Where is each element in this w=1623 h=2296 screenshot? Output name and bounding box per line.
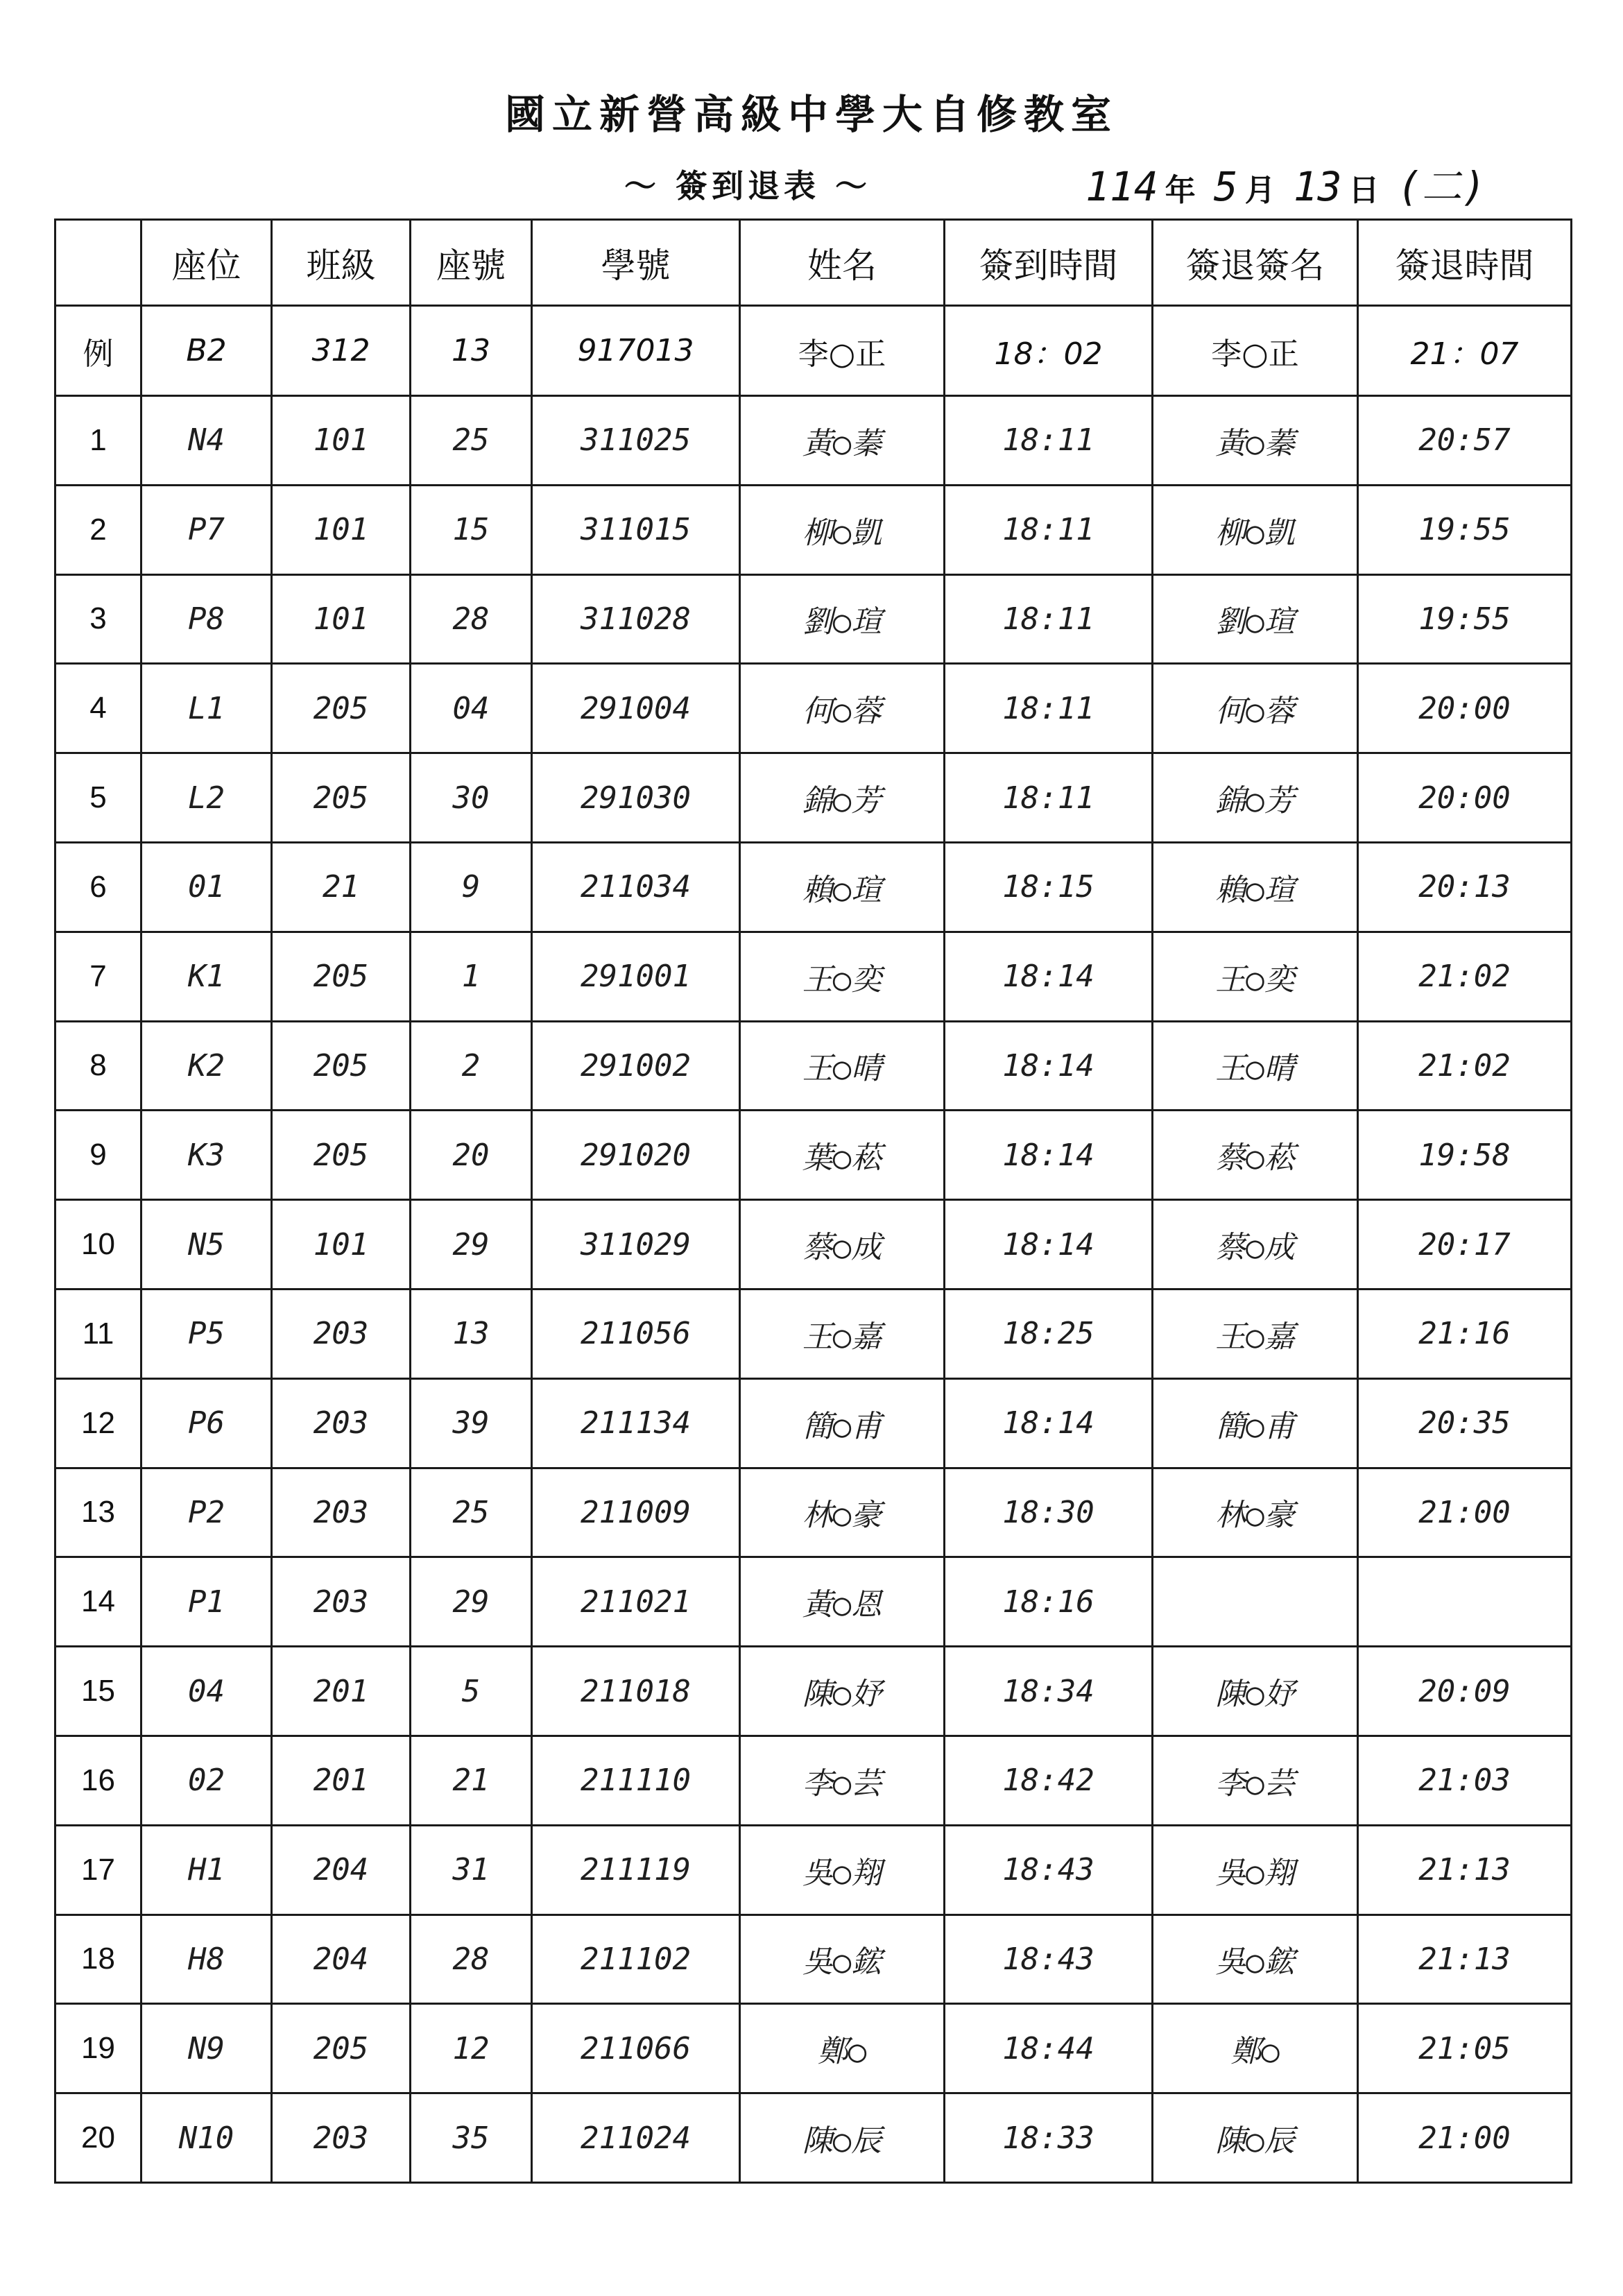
row-seat: K1	[141, 932, 272, 1021]
header-checkout-sign: 簽退簽名	[1153, 220, 1358, 306]
row-checkout-time: 19:55	[1358, 574, 1572, 664]
row-index: 11	[55, 1289, 141, 1378]
row-name: 葉○菘	[740, 1111, 945, 1200]
row-student-id: 311028	[532, 574, 740, 664]
table-row	[55, 1825, 1572, 1914]
date-day-label: 日	[1348, 173, 1380, 208]
row-seat-no: 04	[411, 664, 532, 753]
row-student-id: 311029	[532, 1200, 740, 1290]
row-checkout-time: 20:13	[1358, 842, 1572, 932]
row-seat: H8	[141, 1914, 272, 2004]
row-student-id: 211110	[532, 1736, 740, 1825]
table-row	[55, 485, 1572, 574]
row-index: 8	[55, 1021, 141, 1111]
row-class: 101	[272, 1200, 411, 1290]
row-seat-no: 13	[411, 1289, 532, 1378]
row-index: 9	[55, 1111, 141, 1200]
row-student-id: 291020	[532, 1111, 740, 1200]
header-class: 班級	[272, 220, 411, 306]
row-checkout-time: 21:13	[1358, 1914, 1572, 2004]
row-seat: N10	[141, 2093, 272, 2183]
row-checkout-sign: 王○晴	[1153, 1021, 1358, 1111]
row-checkout-time	[1358, 1557, 1572, 1647]
row-checkout-time: 21:13	[1358, 1825, 1572, 1914]
row-name: 王○嘉	[740, 1289, 945, 1378]
table-row	[55, 1557, 1572, 1647]
row-name: 錦○芳	[740, 753, 945, 843]
row-checkin-time: 18:11	[945, 753, 1153, 843]
row-seat-no: 9	[411, 842, 532, 932]
row-checkout-time: 21:00	[1358, 2093, 1572, 2183]
row-seat: L2	[141, 753, 272, 843]
table-row	[55, 2004, 1572, 2093]
row-class: 101	[272, 396, 411, 486]
row-seat-no: 20	[411, 1111, 532, 1200]
example-student-id: 917013	[532, 306, 740, 396]
row-name: 蔡○成	[740, 1200, 945, 1290]
row-checkout-time: 21:05	[1358, 2004, 1572, 2093]
row-index: 7	[55, 932, 141, 1021]
row-name: 黃○蓁	[740, 396, 945, 486]
row-checkin-time: 18:25	[945, 1289, 1153, 1378]
row-checkout-sign: 李○芸	[1153, 1736, 1358, 1825]
row-student-id: 311015	[532, 485, 740, 574]
row-checkout-time: 21:02	[1358, 932, 1572, 1021]
table-row	[55, 1736, 1572, 1825]
row-class: 204	[272, 1825, 411, 1914]
row-seat-no: 25	[411, 396, 532, 486]
example-checkin: 18：02	[945, 306, 1153, 396]
table-row	[55, 396, 1572, 486]
row-student-id: 211134	[532, 1378, 740, 1468]
row-seat-no: 12	[411, 2004, 532, 2093]
table-row	[55, 1111, 1572, 1200]
row-student-id: 211024	[532, 2093, 740, 2183]
row-checkin-time: 18:14	[945, 1111, 1153, 1200]
row-class: 203	[272, 1289, 411, 1378]
row-checkout-time: 21:02	[1358, 1021, 1572, 1111]
table-row	[55, 1914, 1572, 2004]
row-checkout-sign: 劉○瑄	[1153, 574, 1358, 664]
row-index: 19	[55, 2004, 141, 2093]
row-checkin-time: 18:42	[945, 1736, 1153, 1825]
row-name: 王○晴	[740, 1021, 945, 1111]
header-index	[55, 220, 141, 306]
row-name: 李○芸	[740, 1736, 945, 1825]
table-row	[55, 1378, 1572, 1468]
header-name: 姓名	[740, 220, 945, 306]
table-row	[55, 1021, 1572, 1111]
row-seat: P2	[141, 1468, 272, 1557]
row-seat: P7	[141, 485, 272, 574]
row-seat: 02	[141, 1736, 272, 1825]
header-student-id: 學號	[532, 220, 740, 306]
header-seat: 座位	[141, 220, 272, 306]
row-index: 14	[55, 1557, 141, 1647]
example-index: 例	[55, 306, 141, 396]
example-name: 李○正	[740, 306, 945, 396]
row-seat: P5	[141, 1289, 272, 1378]
row-index: 18	[55, 1914, 141, 2004]
row-checkout-sign: 蔡○成	[1153, 1200, 1358, 1290]
table-row	[55, 932, 1572, 1021]
table-row	[55, 1468, 1572, 1557]
row-checkout-sign: 王○奕	[1153, 932, 1358, 1021]
example-row	[55, 306, 1572, 396]
date-year-label: 年	[1165, 173, 1196, 208]
row-index: 1	[55, 396, 141, 486]
date-weekday: (二)	[1397, 163, 1486, 210]
row-checkout-sign: 蔡○菘	[1153, 1111, 1358, 1200]
row-index: 6	[55, 842, 141, 932]
table-row	[55, 574, 1572, 664]
row-checkin-time: 18:11	[945, 574, 1153, 664]
header-checkout-time: 簽退時間	[1358, 220, 1572, 306]
header-row	[55, 220, 1572, 306]
row-checkout-sign	[1153, 1557, 1358, 1647]
example-checkout-sign: 李○正	[1153, 306, 1358, 396]
row-class: 205	[272, 753, 411, 843]
row-seat-no: 29	[411, 1557, 532, 1647]
example-seat-no: 13	[411, 306, 532, 396]
row-student-id: 211066	[532, 2004, 740, 2093]
row-checkout-time: 20:35	[1358, 1378, 1572, 1468]
row-seat-no: 28	[411, 1914, 532, 2004]
row-seat: P8	[141, 574, 272, 664]
row-index: 12	[55, 1378, 141, 1468]
row-class: 21	[272, 842, 411, 932]
header-checkin-time: 簽到時間	[945, 220, 1153, 306]
row-class: 201	[272, 1647, 411, 1736]
date-line	[1085, 154, 1486, 212]
row-class: 101	[272, 485, 411, 574]
row-checkin-time: 18:33	[945, 2093, 1153, 2183]
row-name: 陳○妤	[740, 1647, 945, 1736]
row-checkout-sign: 陳○妤	[1153, 1647, 1358, 1736]
row-checkin-time: 18:15	[945, 842, 1153, 932]
row-name: 吳○翔	[740, 1825, 945, 1914]
date-year: 114	[1085, 163, 1158, 210]
row-index: 13	[55, 1468, 141, 1557]
row-checkin-time: 18:14	[945, 1200, 1153, 1290]
example-checkout-time: 21：07	[1358, 306, 1572, 396]
row-checkin-time: 18:44	[945, 2004, 1153, 2093]
row-index: 15	[55, 1647, 141, 1736]
row-class: 205	[272, 1021, 411, 1111]
row-checkout-sign: 陳○辰	[1153, 2093, 1358, 2183]
row-index: 16	[55, 1736, 141, 1825]
row-seat-no: 35	[411, 2093, 532, 2183]
row-seat: 04	[141, 1647, 272, 1736]
row-checkout-sign: 吳○鋐	[1153, 1914, 1358, 2004]
row-seat-no: 25	[411, 1468, 532, 1557]
row-student-id: 291004	[532, 664, 740, 753]
row-index: 5	[55, 753, 141, 843]
row-seat-no: 2	[411, 1021, 532, 1111]
row-student-id: 211102	[532, 1914, 740, 2004]
row-name: 柳○凱	[740, 485, 945, 574]
row-student-id: 211021	[532, 1557, 740, 1647]
row-checkout-sign: 吳○翔	[1153, 1825, 1358, 1914]
row-name: 黃○恩	[740, 1557, 945, 1647]
row-index: 4	[55, 664, 141, 753]
example-seat: B2	[141, 306, 272, 396]
row-checkout-time: 21:03	[1358, 1736, 1572, 1825]
row-seat-no: 15	[411, 485, 532, 574]
row-seat: K3	[141, 1111, 272, 1200]
row-index: 10	[55, 1200, 141, 1290]
row-seat-no: 29	[411, 1200, 532, 1290]
table-row	[55, 664, 1572, 753]
date-month: 5	[1213, 163, 1238, 210]
row-name: 王○奕	[740, 932, 945, 1021]
row-name: 鄭○	[740, 2004, 945, 2093]
row-checkout-time: 20:57	[1358, 396, 1572, 486]
row-checkin-time: 18:14	[945, 932, 1153, 1021]
row-checkout-time: 21:00	[1358, 1468, 1572, 1557]
row-student-id: 291002	[532, 1021, 740, 1111]
row-class: 203	[272, 2093, 411, 2183]
row-seat: H1	[141, 1825, 272, 1914]
row-class: 203	[272, 1378, 411, 1468]
row-checkout-sign: 錦○芳	[1153, 753, 1358, 843]
row-name: 簡○甫	[740, 1378, 945, 1468]
row-checkout-sign: 林○豪	[1153, 1468, 1358, 1557]
row-seat: N4	[141, 396, 272, 486]
row-class: 205	[272, 664, 411, 753]
row-seat-no: 28	[411, 574, 532, 664]
row-seat: N9	[141, 2004, 272, 2093]
row-checkin-time: 18:43	[945, 1914, 1153, 2004]
row-checkout-time: 20:17	[1358, 1200, 1572, 1290]
example-class: 312	[272, 306, 411, 396]
row-seat: L1	[141, 664, 272, 753]
row-checkout-sign: 王○嘉	[1153, 1289, 1358, 1378]
row-checkout-time: 20:09	[1358, 1647, 1572, 1736]
table-row	[55, 1289, 1572, 1378]
row-checkout-time: 20:00	[1358, 664, 1572, 753]
row-index: 3	[55, 574, 141, 664]
table-row	[55, 753, 1572, 843]
row-checkout-sign: 鄭○	[1153, 2004, 1358, 2093]
row-checkout-time: 19:58	[1358, 1111, 1572, 1200]
row-checkin-time: 18:43	[945, 1825, 1153, 1914]
row-checkin-time: 18:30	[945, 1468, 1153, 1557]
row-checkout-sign: 何○蓉	[1153, 664, 1358, 753]
row-checkout-sign: 黃○蓁	[1153, 396, 1358, 486]
table-row	[55, 2093, 1572, 2183]
row-checkout-time: 21:16	[1358, 1289, 1572, 1378]
date-month-label: 月	[1244, 173, 1276, 208]
row-class: 205	[272, 2004, 411, 2093]
row-checkout-sign: 賴○瑄	[1153, 842, 1358, 932]
row-name: 何○蓉	[740, 664, 945, 753]
row-seat-no: 30	[411, 753, 532, 843]
row-class: 203	[272, 1468, 411, 1557]
row-class: 203	[272, 1557, 411, 1647]
row-name: 吳○鋐	[740, 1914, 945, 2004]
row-class: 204	[272, 1914, 411, 2004]
row-student-id: 291001	[532, 932, 740, 1021]
row-checkin-time: 18:34	[945, 1647, 1153, 1736]
row-checkout-sign: 簡○甫	[1153, 1378, 1358, 1468]
table-row	[55, 1200, 1572, 1290]
row-student-id: 211119	[532, 1825, 740, 1914]
row-index: 2	[55, 485, 141, 574]
row-checkout-sign: 柳○凱	[1153, 485, 1358, 574]
row-checkin-time: 18:11	[945, 485, 1153, 574]
row-seat-no: 5	[411, 1647, 532, 1736]
row-checkin-time: 18:11	[945, 664, 1153, 753]
row-seat: P1	[141, 1557, 272, 1647]
page-subtitle: ～ 簽到退表 ～	[624, 167, 872, 205]
row-checkout-time: 20:00	[1358, 753, 1572, 843]
row-class: 205	[272, 932, 411, 1021]
row-name: 陳○辰	[740, 2093, 945, 2183]
row-seat: K2	[141, 1021, 272, 1111]
row-student-id: 211056	[532, 1289, 740, 1378]
row-name: 賴○瑄	[740, 842, 945, 932]
sign-in-table	[54, 219, 1572, 2184]
row-index: 17	[55, 1825, 141, 1914]
row-student-id: 291030	[532, 753, 740, 843]
table-row	[55, 842, 1572, 932]
row-name: 林○豪	[740, 1468, 945, 1557]
row-checkout-time: 19:55	[1358, 485, 1572, 574]
row-student-id: 311025	[532, 396, 740, 486]
row-student-id: 211034	[532, 842, 740, 932]
page-title: 國立新營高級中學大自修教室	[504, 91, 1118, 138]
row-student-id: 211018	[532, 1647, 740, 1736]
row-checkin-time: 18:14	[945, 1021, 1153, 1111]
row-seat-no: 21	[411, 1736, 532, 1825]
row-seat: P6	[141, 1378, 272, 1468]
row-checkin-time: 18:14	[945, 1378, 1153, 1468]
row-seat-no: 39	[411, 1378, 532, 1468]
row-student-id: 211009	[532, 1468, 740, 1557]
row-name: 劉○瑄	[740, 574, 945, 664]
row-class: 205	[272, 1111, 411, 1200]
row-seat-no: 31	[411, 1825, 532, 1914]
header-seat-no: 座號	[411, 220, 532, 306]
row-class: 101	[272, 574, 411, 664]
row-class: 201	[272, 1736, 411, 1825]
row-seat: 01	[141, 842, 272, 932]
row-index: 20	[55, 2093, 141, 2183]
table-row	[55, 1647, 1572, 1736]
row-checkin-time: 18:11	[945, 396, 1153, 486]
row-seat: N5	[141, 1200, 272, 1290]
row-seat-no: 1	[411, 932, 532, 1021]
date-day: 13	[1293, 163, 1342, 210]
row-checkin-time: 18:16	[945, 1557, 1153, 1647]
